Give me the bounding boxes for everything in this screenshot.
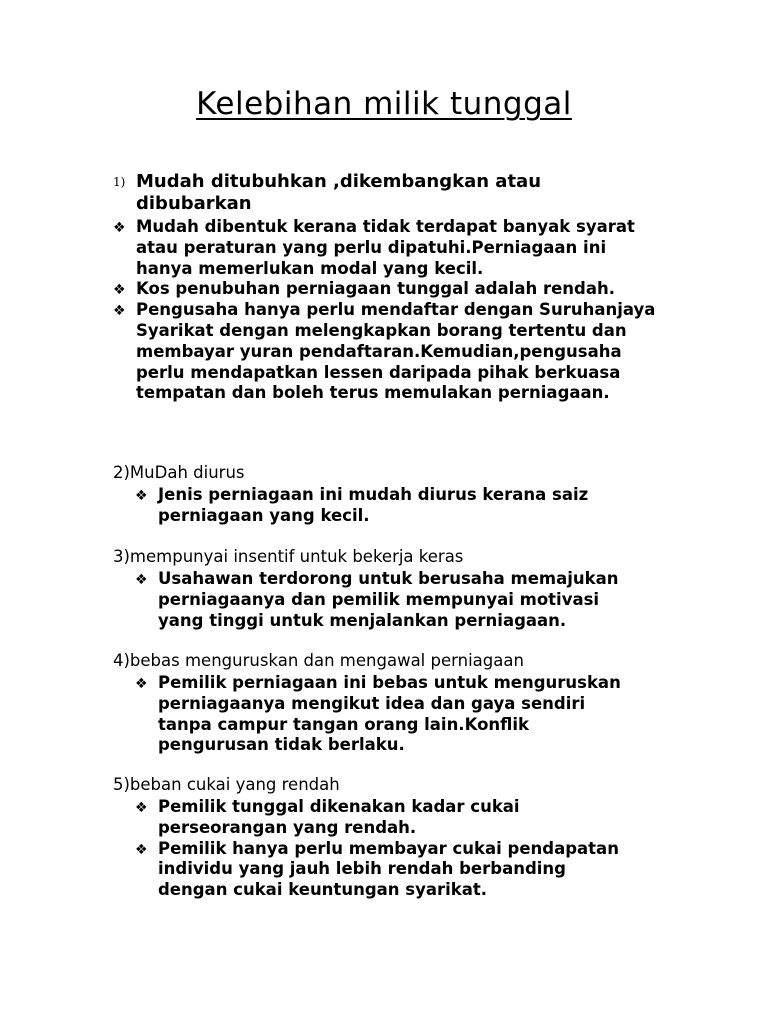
diamond-bullet-icon: ❖ (113, 303, 126, 320)
diamond-bullet-icon: ❖ (135, 800, 148, 816)
section-3 (113, 546, 673, 631)
bullet-text: Pengusaha hanya perlu mendaftar dengan Suruhanjaya Syarikat dengan melengkapkan borang tertentu dan membayar yuran pendaftaran.Kemudian,pengusaha perlu mendapatkan lessen daripada pihak berkuasa tempatan dan boleh terus memulakan perniagaan. (136, 300, 656, 403)
list-item (135, 838, 638, 901)
page-title: Kelebihan milik tunggal (196, 86, 572, 122)
section-2-bullet-list (135, 485, 673, 527)
diamond-bullet-icon: ❖ (113, 220, 126, 236)
bullet-text: Mudah dibentuk kerana tidak terdapat banyak syarat atau peraturan yang perlu dipatuhi.Perniagaan ini hanya memerlukan modal yang kecil. (136, 217, 635, 278)
section-4 (113, 650, 673, 756)
section-3-bullet-list (135, 569, 673, 631)
section-2-heading: 2)MuDah diurus (113, 463, 245, 482)
bullet-text: Kos penubuhan perniagaan tunggal adalah rendah. (136, 279, 615, 299)
list-item (113, 279, 666, 300)
bullet-text: Pemilik tunggal dikenakan kadar cukai perseorangan yang rendah. (158, 797, 520, 837)
diamond-bullet-icon: ❖ (135, 676, 148, 692)
section-5-bullet-list (135, 797, 673, 901)
list-item (113, 300, 666, 404)
section-4-heading: 4)bebas menguruskan dan mengawal perniagaan (113, 651, 524, 670)
section-1-bullet-list (113, 217, 673, 404)
section-1-heading-row (113, 171, 673, 215)
section-5 (113, 774, 673, 901)
bullet-text: Pemilik hanya perlu membayar cukai pendapatan individu yang jauh lebih rendah berbanding dengan cukai keuntungan syarikat. (158, 838, 619, 900)
bullet-text: Usahawan terdorong untuk berusaha memajukan perniagaanya dan pemilik mempunyai motivasi yang tinggi untuk menjalankan perniagaan. (158, 569, 619, 630)
diamond-bullet-icon: ❖ (135, 572, 148, 588)
diamond-bullet-icon: ❖ (135, 841, 148, 858)
bullet-text: Pemilik perniagaan ini bebas untuk menguruskan perniagaanya mengikut idea dan gaya sendiri tanpa campur tangan orang lain.Konflik pengurusan tidak berlaku. (158, 673, 621, 755)
section-4-bullet-list (135, 673, 673, 756)
list-item (113, 217, 666, 279)
section-3-heading: 3)mempunyai insentif untuk bekerja keras (113, 547, 464, 566)
list-item (135, 569, 638, 631)
section-5-heading: 5)beban cukai yang rendah (113, 775, 340, 794)
diamond-bullet-icon: ❖ (113, 282, 126, 299)
list-item (135, 485, 638, 527)
section-1-number: 1) (113, 175, 126, 189)
diamond-bullet-icon: ❖ (135, 488, 148, 504)
list-item (135, 673, 638, 756)
bullet-text: Jenis perniagaan ini mudah diurus kerana saiz perniagaan yang kecil. (158, 485, 589, 525)
section-2 (113, 462, 673, 527)
section-1 (113, 171, 673, 404)
section-1-heading: Mudah ditubuhkan ,dikembangkan atau dibubarkan (136, 171, 542, 214)
list-item (135, 797, 638, 839)
